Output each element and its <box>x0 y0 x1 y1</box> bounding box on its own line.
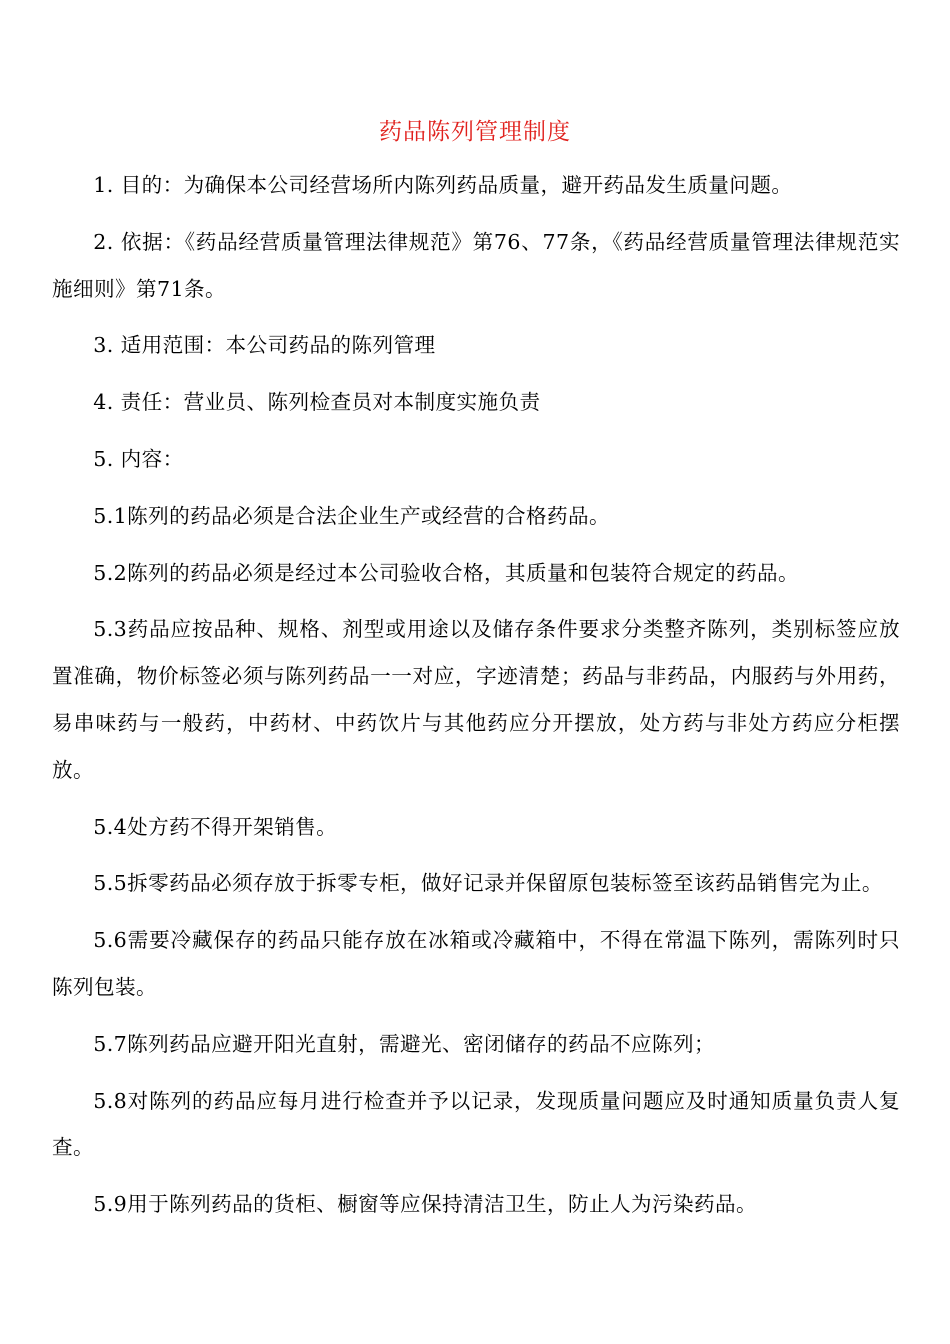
paragraph-basis: 2. 依据：《药品经营质量管理法律规范》第76、77条，《药品经营质量管理法律规范实施细则》第71条。 <box>52 229 900 301</box>
paragraph-5-1: 5.1陈列的药品必须是合法企业生产或经营的合格药品。 <box>93 503 610 528</box>
paragraph-content-heading: 5. 内容： <box>93 446 184 471</box>
paragraph-5-7: 5.7陈列药品应避开阳光直射，需避光、密闭储存的药品不应陈列； <box>93 1031 715 1056</box>
paragraph-5-9: 5.9用于陈列药品的货柜、橱窗等应保持清洁卫生，防止人为污染药品。 <box>93 1192 757 1217</box>
paragraph-scope: 3. 适用范围：本公司药品的陈列管理 <box>93 333 436 358</box>
paragraph-5-2: 5.2陈列的药品必须是经过本公司验收合格，其质量和包装符合规定的药品。 <box>93 560 799 585</box>
paragraph-responsibility: 4. 责任：营业员、陈列检查员对本制度实施负责 <box>93 390 541 415</box>
paragraph-5-8: 5.8对陈列的药品应每月进行检查并予以记录，发现质量问题应及时通知质量负责人复查。 <box>52 1088 900 1160</box>
paragraph-5-4: 5.4处方药不得开架销售。 <box>93 814 338 839</box>
document-title: 药品陈列管理制度 <box>379 119 571 145</box>
paragraph-5-6: 5.6需要冷藏保存的药品只能存放在冰箱或冷藏箱中，不得在常温下陈列，需陈列时只陈列包装。 <box>52 928 900 999</box>
paragraph-5-5: 5.5拆零药品必须存放于拆零专柜，做好记录并保留原包装标签至该药品销售完为止。 <box>93 871 883 896</box>
document-body <box>52 162 900 1238</box>
paragraph-purpose: 1. 目的：为确保本公司经营场所内陈列药品质量，避开药品发生质量问题。 <box>93 173 793 197</box>
paragraph-5-3: 5.3药品应按品种、规格、剂型或用途以及储存条件要求分类整齐陈列，类别标签应放置准确，物价标签必须与陈列药品一一对应，字迹清楚；药品与非药品，内服药与外用药，易串味药与一般药，中药材、中药饮片与其他药应分开摆放，处方药与非处方药应分柜摆放。 <box>52 617 900 782</box>
